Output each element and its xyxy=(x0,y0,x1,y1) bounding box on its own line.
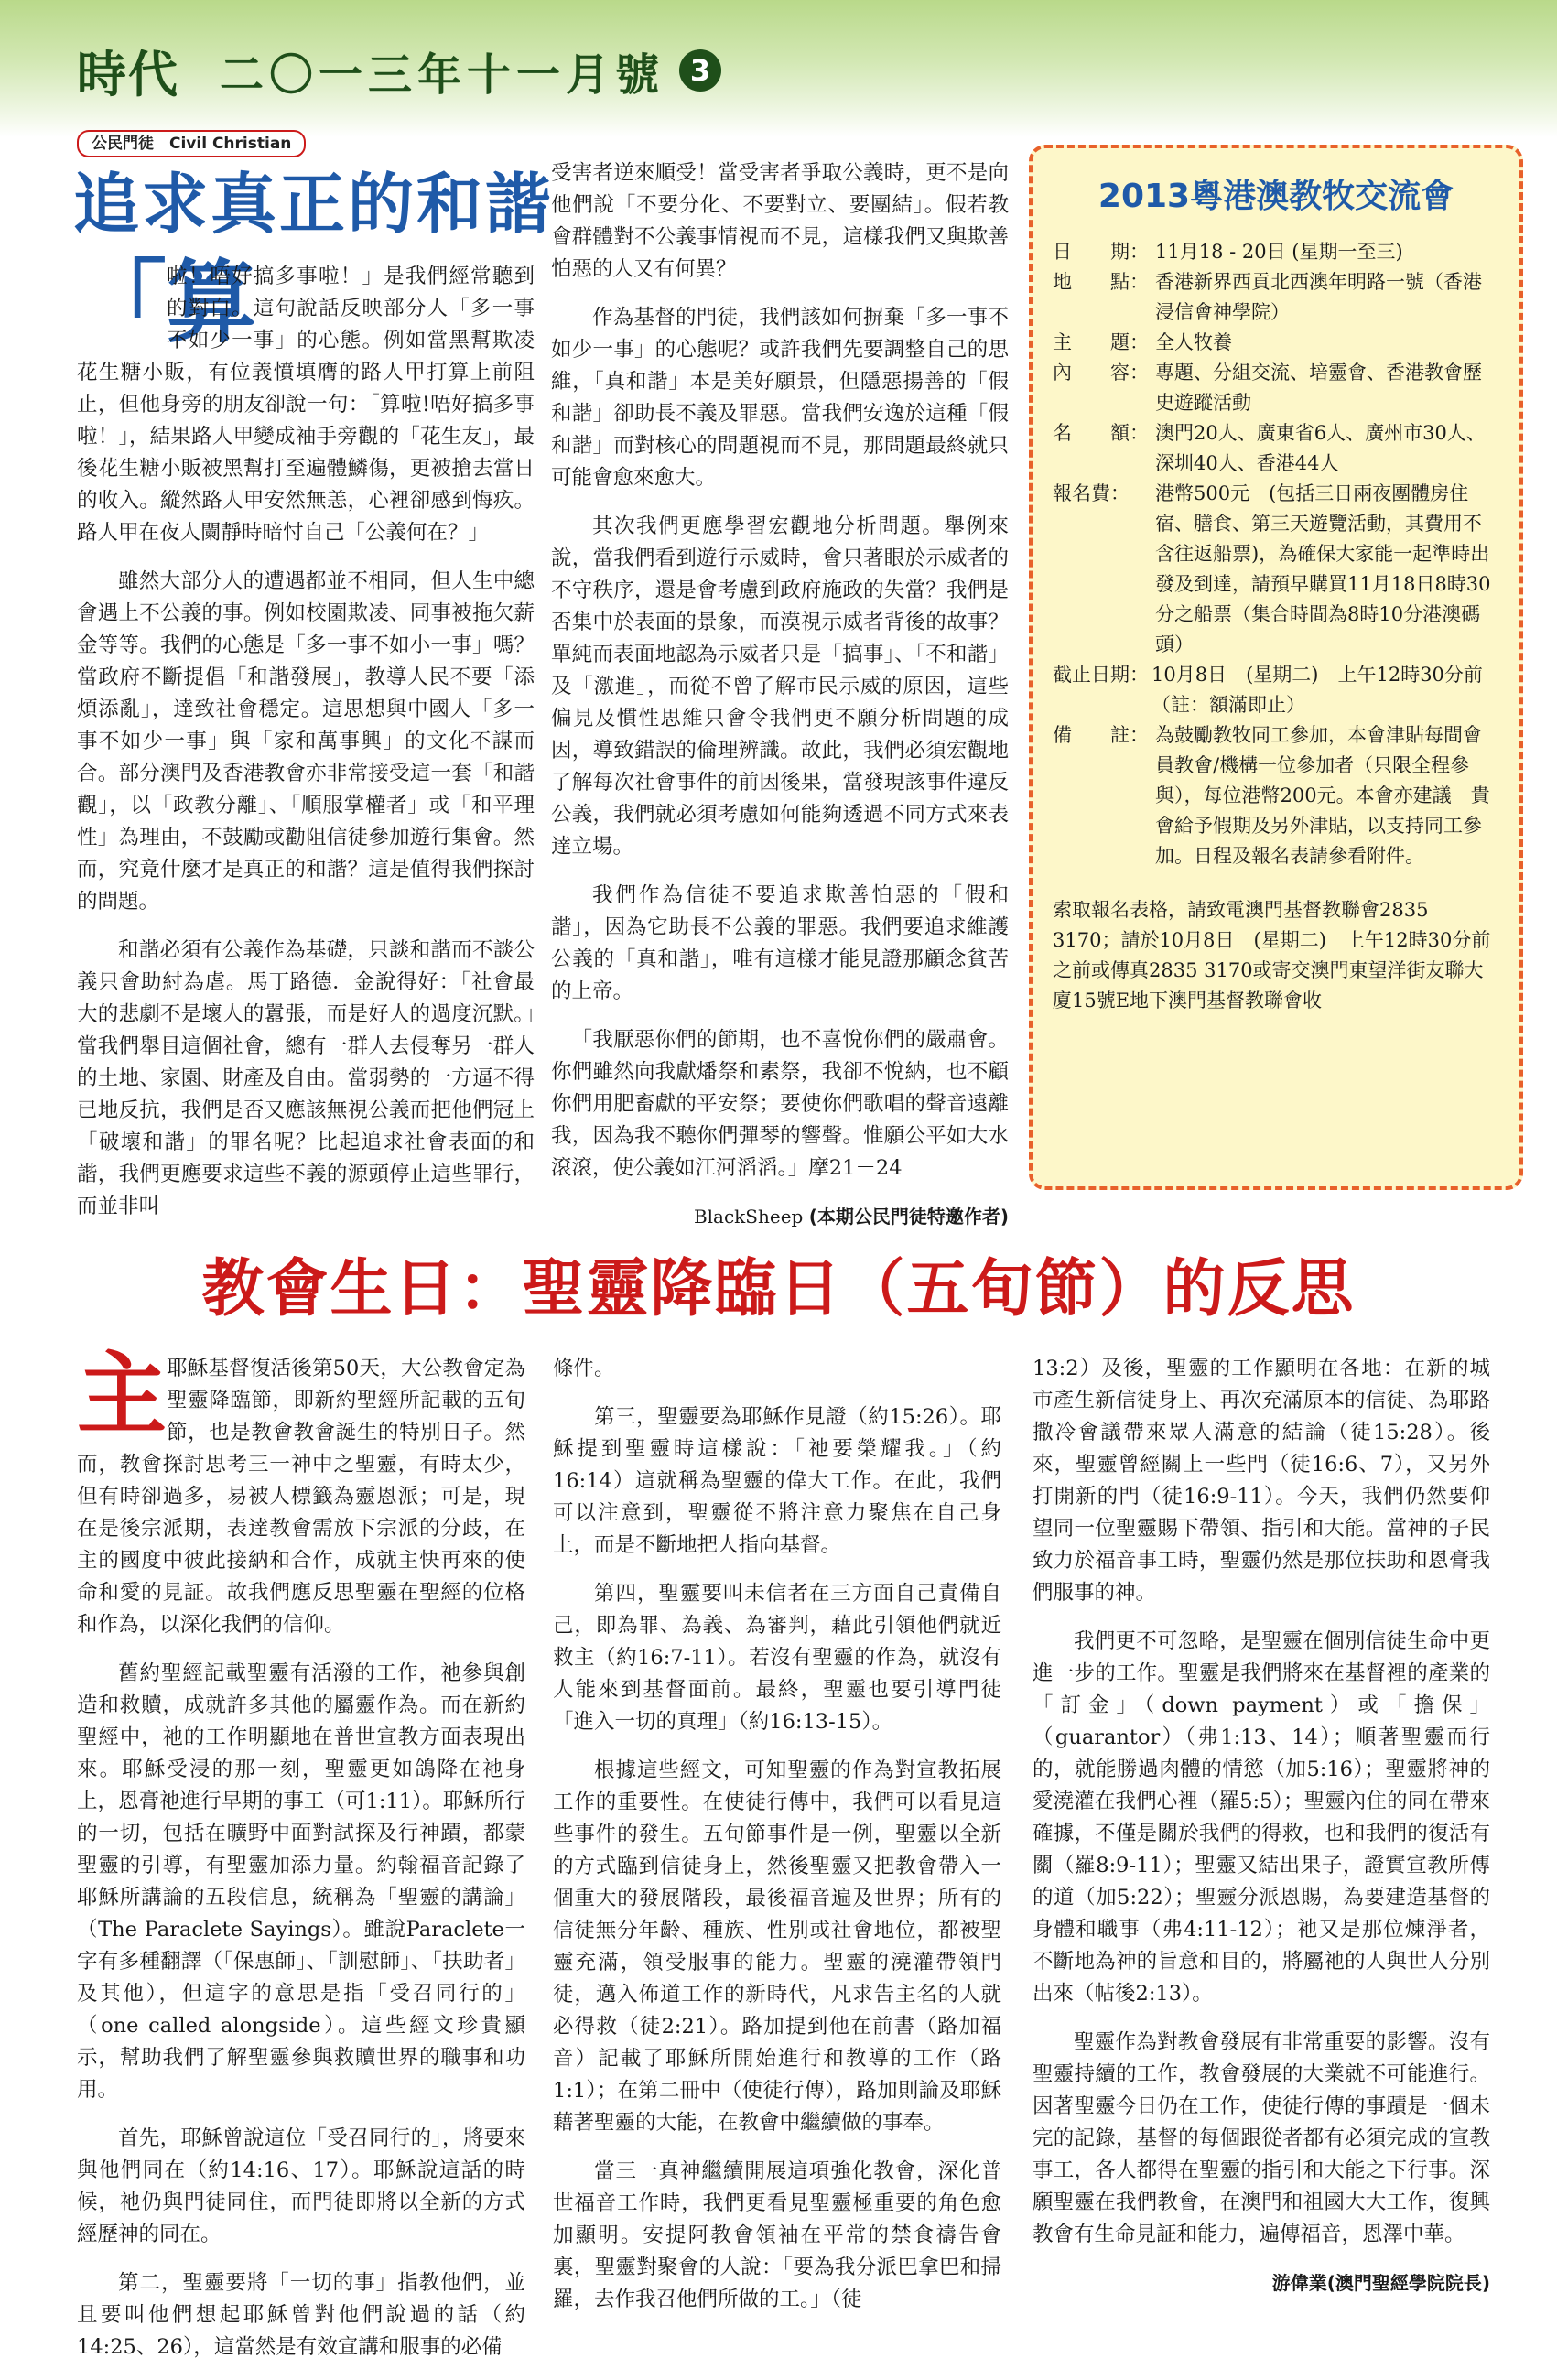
article2-paragraph: 第三，聖靈要為耶穌作見證（約15:26）。耶穌提到聖靈時這樣說：「祂要榮耀我。」（約16:14）這就稱為聖靈的偉大工作。在此，我們可以注意到，聖靈從不將注意力聚焦在自己身上，而是不斷地把人指向基督。 xyxy=(553,1405,1001,1557)
article2-paragraph: 當三一真神繼續開展這項強化教會，深化普世福音工作時，我們更看見聖靈極重要的角色愈加顯明。安提阿教會領袖在平常的禁食禱告會裏，聖靈對聚會的人說：「要為我分派巴拿巴和掃羅，去作我召他們所做的工。」（徒 xyxy=(553,2159,1001,2311)
author-name: BlackSheep xyxy=(693,1206,804,1228)
article2-paragraph: 聖靈作為對教會發展有非常重要的影響。沒有聖靈持續的工作，教會發展的大業就不可能進行。因著聖靈今日仍在工作，使徒行傳的事蹟是一個未完的記錄，基督的每個跟從者都有必須完成的宣教事工，各人都得在聖靈的指引和大能之下行事。深願聖靈在我們教會，在澳門和祖國大大工作，復興教會有生命見証和能力，遍傳福音，恩澤中華。 xyxy=(1033,2030,1490,2246)
article1-paragraph: 作為基督的門徒，我們該如何摒棄「多一事不如少一事」的心態呢？或許我們先要調整自己的思維，「真和諧」本是美好願景，但隱惡揚善的「假和諧」卻助長不義及罪惡。當我們安逸於這種「假和諧」而對核心的問題視而不見，那問題最終就只可能會愈來愈大。 xyxy=(551,306,1009,490)
event-row-date: 日 期： 11月18 - 20日 (星期一至三) xyxy=(1053,241,1403,263)
article2-column-1 xyxy=(77,1343,525,2380)
column-tag: 公民門徒 Civil Christian xyxy=(77,130,306,157)
article1-column-2 xyxy=(551,157,1009,1233)
article2-paragraph: 根據這些經文，可知聖靈的作為對宣教拓展工作的重要性。在使徒行傳中，我們可以看見這些事件的發生。五旬節事件是一例，聖靈以全新的方式臨到信徒身上，然後聖靈又把教會帶入一個重大的發展階段，最後福音遍及世界；所有的信徒無分年齡、種族、性別或社會地位，都被聖靈充滿，領受服事的能力。聖靈的澆灌帶領門徒，邁入佈道工作的新時代，凡求告主名的人就必得救（徒2:21）。路加提到他在前書（路加福音）記載了耶穌所開始進行和教導的工作（路1:1）；在第二冊中（使徒行傳），路加則論及耶穌藉著聖靈的大能，在教會中繼續做的事奉。 xyxy=(553,1758,1001,2135)
article1-paragraph: 我們作為信徒不要追求欺善怕惡的「假和諧」，因為它助長不公義的罪惡。我們要追求維護公義的「真和諧」，唯有這樣才能見證那顧念貧苦的上帝。 xyxy=(551,883,1009,1003)
article2-column-3 xyxy=(1033,1353,1490,2299)
article1-paragraph: 受害者逆來順受！當受害者爭取公義時，更不是向他們說「不要分化、不要對立、要團結」。假若教會群體對不公義事情視而不見，這樣我們又與欺善怕惡的人又有何異？ xyxy=(551,161,1009,281)
event-contact: 索取報名表格，請致電澳門基督教聯會2835 3170；請於10月8日 (星期二) 上午12時30分前之前或傳真2835 3170或寄交澳門東望洋街友聯大廈15號E地下澳門基督教聯會收 xyxy=(1053,899,1491,1012)
author-note: (本期公民門徒特邀作者) xyxy=(808,1206,1009,1228)
event-title: 2013粵港澳教牧交流會 xyxy=(1097,178,1454,215)
article2-paragraph: 第四，聖靈要叫未信者在三方面自己責備自己，即為罪、為義、為審判，藉此引領他們就近救主（約16:7-11）。若沒有聖靈的作為，就沒有人能來到基督面前。最終，聖靈也要引導門徒「進入一切的真理」（約16:13-15）。 xyxy=(553,1582,1001,1734)
event-row-content: 內 容： 專題、分組交流、培靈會、香港教會歷史遊蹤活動 xyxy=(1053,362,1482,414)
article1-byline xyxy=(551,1201,1009,1233)
article2-paragraph: 13:2）及後，聖靈的工作顯明在各地：在新的城市產生新信徒身上、再次充滿原本的信徒、為耶路撒冷會議帶來眾人滿意的結論（徒15:28）。後來，聖靈曾經關上一些門（徒16:6、7），又另外打開新的門（徒16:9-11）。今天，我們仍然要仰望同一位聖靈賜下帶領、指引和大能。當神的子民致力於福音事工時，聖靈仍然是那位扶助和恩膏我們服事的神。 xyxy=(1033,1357,1490,1605)
article1-paragraph: 其次我們更應學習宏觀地分析問題。舉例來說，當我們看到遊行示威時，會只著眼於示威者的不守秩序，還是會考慮到政府施政的失當？我們是否集中於表面的景象，而漠視示威者背後的故事？單純而表面地認為示威者只是「搞事」、「不和諧」及「激進」，而從不曾了解市民示威的原因，這些偏見及慣性思維只會令我們更不願分析問題的成因，導致錯誤的倫理辨識。故此，我們必須宏觀地了解每次社會事件的前因後果，當發現該事件違反公義，我們就必須考慮如何能夠透過不同方式來表達立場。 xyxy=(551,514,1009,859)
article2-paragraph: 主耶穌基督復活後第50天，大公教會定為聖靈降臨節，即新約聖經所記載的五旬節，也是教會教會誕生的特別日子。然而，教會探討思考三一神中之聖靈，有時太少，但有時卻過多，易被人標籤為靈恩派；可是，現在是後宗派期，表達教會需放下宗派的分歧，在主的國度中彼此接納和合作，成就主快再來的使命和愛的見証。故我們應反思聖靈在聖經的位格和作為，以深化我們的信仰。 xyxy=(77,1343,525,1637)
article2-column-2 xyxy=(553,1353,1001,2332)
event-row-quota: 名 額： 澳門20人、廣東省6人、廣州市30人、深圳40人、香港44人 xyxy=(1053,422,1486,474)
event-info-box xyxy=(1029,145,1523,1190)
article2-dropcap: 主 xyxy=(77,1343,168,1447)
article1-paragraph: 和諧必須有公義作為基礎，只談和諧而不談公義只會助紂為虐。馬丁路德．金說得好：「社會最大的悲劇不是壞人的囂張，而是好人的過度沉默。」當我們舉目這個社會，總有一群人去侵奪另一群人的土地、家園、財產及自由。當弱勢的一方逼不得已地反抗，我們是否又應該無視公義而把他們冠上「破壞和諧」的罪名呢？比起追求社會表面的和諧，我們更應要求這些不義的源頭停止這些罪行，而並非叫 xyxy=(77,938,535,1218)
article2-title: 教會生日：聖靈降臨日（五旬節）的反思 xyxy=(201,1253,1356,1325)
article1-paragraph: 「算 啦！唔好搞多事啦！」是我們經常聽到的對白。這句說話反映部分人「多一事不如少一事」的心態。例如當黑幫欺凌花生糖小販，有位義憤填膺的路人甲打算上前阻止，但他身旁的朋友卻說一句：「算啦!唔好搞多事啦！」，結果路人甲變成袖手旁觀的「花生友」，最後花生糖小販被黑幫打至遍體鱗傷，更被搶去當日的收入。縱然路人甲安然無恙，心裡卻感到悔疚。路人甲在夜人闌靜時暗忖自己「公義何在？」 xyxy=(77,251,535,545)
article2-paragraph: 首先，耶穌曾說這位「受召同行的」，將要來與他們同在（約14:16、17）。耶穌說這話的時候，祂仍與門徒同住，而門徒即將以全新的方式經歷神的同在。 xyxy=(77,2126,525,2246)
article2-paragraph: 我們更不可忽略，是聖靈在個別信徒生命中更進一步的工作。聖靈是我們將來在基督裡的產業的「訂金」（down payment）或「擔保」（guarantor）（弗1:13、14）；順著聖靈而行的，就能勝過肉體的情慾（加5:16）；聖靈將神的愛澆灌在我們心裡（羅5:5）；聖靈內住的同在帶來確據，不僅是關於我們的得救，也和我們的復活有關（羅8:9-11）；聖靈又結出果子，證實宣教所傳的道（加5:22）；聖靈分派恩賜，為要建造基督的身體和職事（弗4:11-12）；祂又是那位煉淨者，不斷地為神的旨意和目的，將屬祂的人與世人分別出來（帖後2:13）。 xyxy=(1033,1629,1490,2006)
article1-column-1 xyxy=(77,251,535,1239)
page-number-badge: 3 xyxy=(679,49,721,92)
issue-date: 二〇一三年十一月號 xyxy=(220,49,665,101)
event-row-remarks: 備 註： 為鼓勵教牧同工參加，本會津貼每間會員教會/機構一位參加者（只限全程參與），每位港幣200元。本會亦建議 貴會給予假期及另外津貼，以支持同工參加。日程及報名表請參看附件。 xyxy=(1053,724,1490,867)
article2-paragraph: 條件。 xyxy=(553,1357,615,1380)
article1-paragraph: 雖然大部分人的遭遇都並不相同，但人生中總會遇上不公義的事。例如校園欺凌、同事被拖欠薪金等等。我們的心態是「多一事不如小一事」嗎？當政府不斷提倡「和諧發展」，教導人民不要「添煩添亂」，達致社會穩定。這思想與中國人「多一事不如少一事」與「家和萬事興」的文化不謀而合。部分澳門及香港教會亦非常接受這一套「和諧觀」，以「政教分離」、「順服掌權者」或「和平理性」為理由，不鼓勵或勸阻信徒參加遊行集會。然而，究竟什麼才是真正的和諧？這是值得我們探討的問題。 xyxy=(77,569,535,914)
article1-dropcap: 「算 xyxy=(77,251,257,355)
article2-paragraph: 第二，聖靈要將「一切的事」指教他們，並且要叫他們想起耶穌曾對他們說過的話（約14:25、26），這當然是有效宣講和服事的必備 xyxy=(77,2271,525,2359)
masthead xyxy=(77,38,721,103)
event-row-theme: 主 題： 全人牧養 xyxy=(1053,331,1232,353)
article2-paragraph: 舊約聖經記載聖靈有活潑的工作，祂參與創造和救贖，成就許多其他的屬靈作為。而在新約聖經中，祂的工作明顯地在普世宣教方面表現出來。耶穌受浸的那一刻，聖靈更如鴿降在祂身上，恩膏祂進行早期的事工（可1:11）。耶穌所行的一切，包括在曠野中面對試探及行神蹟，都蒙聖靈的引導，有聖靈加添力量。約翰福音記錄了耶穌所講論的五段信息，統稱為「聖靈的講論」（The Paraclete Sayings）。雖說Paraclete一字有多種翻譯（「保惠師」、「訓慰師」、「扶助者」及其他），但這字的意思是指「受召同行的」（one called alongside）。這些經文珍貴顯示，幫助我們了解聖靈參與救贖世界的職事和功用。 xyxy=(77,1661,525,2102)
event-row-venue: 地 點： 香港新界西貢北西澳年明路一號（香港浸信會神學院） xyxy=(1053,271,1482,323)
publication-name: 時代 xyxy=(77,45,179,103)
scripture-quote: 「我厭惡你們的節期，也不喜悅你們的嚴肅會。你們雖然向我獻燔祭和素祭，我卻不悅納，也不顧你們用肥畜獻的平安祭；要使你們歌唱的聲音遠離我，因為我不聽你們彈琴的響聲。惟願公平如大水滾滾，使公義如江河滔滔。」摩21－24 xyxy=(551,1028,1009,1180)
article2-byline: 游偉業(澳門聖經學院院長) xyxy=(1271,2272,1490,2294)
event-row-fee: 報名費： 港幣500元 (包括三日兩夜團體房住宿、膳食、第三天遊覽活動，其費用不含往返船票)，為確保大家能一起準時出發及到達，請預早購買11月18日8時30分之船票（集合時間為8時10分港澳碼頭） xyxy=(1053,482,1491,655)
article1-title: 追求真正的和諧 xyxy=(73,166,555,243)
event-row-deadline: 截止日期： 10月8日 (星期二) 上午12時30分前（註：額滿即止） xyxy=(1053,664,1483,716)
